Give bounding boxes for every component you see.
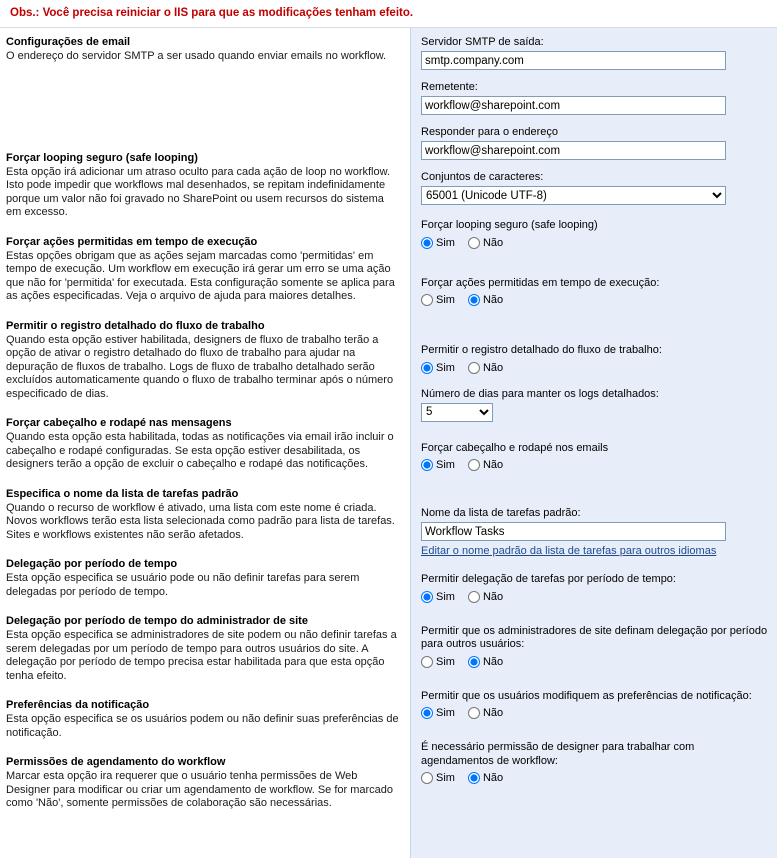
smtp-server-field — [421, 36, 769, 70]
safe-looping-radios — [421, 237, 769, 249]
allowed-actions-no-radio[interactable] — [468, 294, 480, 306]
section-title-email: Configurações de email — [6, 36, 131, 48]
notification-prefs-yes-label: Sim — [436, 707, 455, 719]
notification-prefs-yes-radio[interactable] — [421, 707, 433, 719]
allowed-actions-yes-label: Sim — [436, 294, 455, 306]
task-list-name-field — [421, 507, 769, 557]
verbose-logging-yes-radio[interactable] — [421, 362, 433, 374]
allowed-actions-no-option[interactable] — [468, 294, 503, 306]
admin-delegation-yes-option[interactable] — [421, 656, 455, 668]
admin-delegation-yes-radio[interactable] — [421, 656, 433, 668]
allowed-actions-yes-option[interactable] — [421, 294, 455, 306]
restart-iis-notice: Obs.: Você precisa reiniciar o IIS para que as modificações tenham efeito. — [0, 0, 777, 28]
reply-to-field — [421, 126, 769, 160]
safe-looping-no-label: Não — [482, 236, 504, 249]
section-desc-email: O endereço do servidor SMTP a ser usado quando enviar emails no workflow. — [6, 50, 387, 62]
delegation-label: Permitir delegação de tarefas por período de tempo: — [421, 573, 676, 585]
schedule-permissions-no-label: Não — [482, 772, 504, 784]
task-list-name-input[interactable] — [421, 522, 726, 541]
admin-delegation-label: Permitir que os administradores de site definam delegação por período para outros usuários: — [421, 624, 768, 650]
section-title-delegation: Delegação por período de tempo — [6, 558, 178, 570]
safe-looping-group — [421, 219, 769, 249]
schedule-permissions-radios — [421, 772, 769, 784]
delegation-no-radio[interactable] — [468, 591, 480, 603]
admin-delegation-group — [421, 625, 769, 668]
notification-prefs-radios — [421, 707, 769, 719]
verbose-logging-no-label: Não — [482, 361, 504, 374]
charset-field — [421, 171, 769, 205]
spacer — [6, 74, 400, 152]
allowed-actions-yes-radio[interactable] — [421, 294, 433, 306]
log-days-label: Número de dias para manter os logs detalhados: — [421, 387, 659, 400]
sender-input[interactable] — [421, 96, 726, 115]
section-title-admin-delegation: Delegação por período de tempo do administrador de site — [6, 615, 308, 627]
log-days-field — [421, 388, 769, 422]
section-title-task-list-name: Especifica o nome da lista de tarefas padrão — [6, 487, 239, 500]
delegation-no-label: Não — [482, 590, 504, 603]
delegation-yes-label: Sim — [436, 590, 455, 603]
sender-label: Remetente: — [421, 81, 478, 93]
section-title-schedule-permissions: Permissões de agendamento do workflow — [6, 756, 226, 768]
delegation-yes-radio[interactable] — [421, 591, 433, 603]
section-title-notification-prefs: Preferências da notificação — [6, 699, 150, 711]
descriptions-column — [0, 28, 410, 858]
admin-delegation-no-option[interactable] — [468, 656, 503, 668]
header-footer-no-option[interactable] — [468, 459, 503, 471]
schedule-permissions-yes-label: Sim — [436, 772, 455, 784]
notification-prefs-no-radio[interactable] — [468, 707, 480, 719]
safe-looping-yes-radio[interactable] — [421, 237, 433, 249]
schedule-permissions-group — [421, 741, 769, 784]
header-footer-radios — [421, 459, 769, 471]
admin-delegation-radios — [421, 656, 769, 668]
header-footer-no-label: Não — [482, 459, 504, 471]
safe-looping-yes-label: Sim — [436, 236, 455, 249]
delegation-no-option[interactable] — [468, 591, 503, 603]
delegation-yes-option[interactable] — [421, 591, 455, 603]
admin-delegation-no-label: Não — [482, 655, 504, 668]
charset-label: Conjuntos de caracteres: — [421, 171, 544, 183]
verbose-logging-yes-label: Sim — [436, 361, 455, 374]
charset-select[interactable] — [421, 186, 726, 205]
section-desc-safe-looping: Esta opção irá adicionar um atraso oculto para cada ação de loop no workflow. Isto pode impedir que workflows mal desenhados, se repitam indefinidamente porque um valor não foi gravado no SharePoint ou usem recursos do sistema em excesso. — [6, 165, 391, 218]
delegation-radios — [421, 591, 769, 603]
notification-prefs-yes-option[interactable] — [421, 707, 455, 719]
header-footer-yes-label: Sim — [436, 459, 455, 471]
schedule-permissions-yes-radio[interactable] — [421, 772, 433, 784]
section-desc-verbose-logging: Quando esta opção estiver habilitada, designers de fluxo de trabalho terão a opção de ativar o registro detalhado do fluxo de trabalho para ajudar na depuração de fluxos de trabalho. Logs de fluxo de trabalho detalhado serão excluídos automaticamente quando o fluxo de trabalho terminar após o número especificado de dias. — [6, 333, 394, 400]
section-title-allowed-actions: Forçar ações permitidas em tempo de execução — [6, 235, 258, 248]
admin-delegation-yes-label: Sim — [436, 655, 455, 668]
header-footer-group — [421, 442, 769, 472]
smtp-server-input[interactable] — [421, 51, 726, 70]
section-title-verbose-logging: Permitir o registro detalhado do fluxo de trabalho — [6, 319, 265, 332]
smtp-server-label: Servidor SMTP de saída: — [421, 36, 544, 48]
section-title-safe-looping: Forçar looping seguro (safe looping) — [6, 151, 198, 164]
schedule-permissions-yes-option[interactable] — [421, 772, 455, 784]
section-title-header-footer: Forçar cabeçalho e rodapé nas mensagens — [6, 417, 232, 429]
delegation-group — [421, 573, 769, 603]
notification-prefs-label: Permitir que os usuários modifiquem as preferências de notificação: — [421, 689, 752, 702]
notification-prefs-group — [421, 690, 769, 720]
section-desc-notification-prefs: Esta opção especifica se os usuários podem ou não definir suas preferências de notificação. — [6, 713, 399, 739]
safe-looping-yes-option[interactable] — [421, 237, 455, 249]
section-desc-header-footer: Quando esta opção esta habilitada, todas as notificações via email irão incluir o cabeçalho e rodapé configuradas. Se esta opção estiver desabilitada, os designers terão a opção de excluir o cabeçalho e rodapé das notificações. — [6, 431, 394, 470]
header-footer-label: Forçar cabeçalho e rodapé nos emails — [421, 441, 609, 454]
notification-prefs-no-label: Não — [482, 707, 504, 719]
allowed-actions-radios — [421, 294, 769, 306]
safe-looping-no-option[interactable] — [468, 237, 503, 249]
allowed-actions-no-label: Não — [482, 294, 504, 306]
reply-to-label: Responder para o endereço — [421, 126, 558, 138]
allowed-actions-group — [421, 277, 769, 307]
schedule-permissions-no-radio[interactable] — [468, 772, 480, 784]
schedule-permissions-no-option[interactable] — [468, 772, 503, 784]
header-footer-yes-radio[interactable] — [421, 459, 433, 471]
sender-field — [421, 81, 769, 115]
settings-content — [0, 28, 777, 858]
verbose-logging-radios — [421, 362, 769, 374]
safe-looping-label: Forçar looping seguro (safe looping) — [421, 219, 598, 231]
section-desc-schedule-permissions: Marcar esta opção ira requerer que o usuário tenha permissões de Web Designer para modificar ou criar um agendamento de workflow. Se for marcado como 'Não', somente permissões de colaboração são necessárias. — [6, 770, 394, 809]
header-footer-no-radio[interactable] — [468, 459, 480, 471]
header-footer-yes-option[interactable] — [421, 459, 455, 471]
allowed-actions-label: Forçar ações permitidas em tempo de execução: — [421, 276, 660, 289]
section-desc-admin-delegation: Esta opção especifica se administradores de site podem ou não definir tarefas a serem delegadas por um período de tempo para outros usuários do site. A delegação por período de tempo precisa estar habilitada para que esta opção tenha efeito. — [6, 629, 397, 682]
verbose-logging-no-radio[interactable] — [468, 362, 480, 374]
section-desc-task-list-name: Quando o recurso de workflow é ativado, uma lista com este nome é criada. Novos workflows terão esta lista selecionada como padrão para lista de tarefas. Sites e workflows existentes não serão afetados. — [6, 501, 395, 541]
verbose-logging-group — [421, 344, 769, 374]
reply-to-input[interactable] — [421, 141, 726, 160]
admin-delegation-no-radio[interactable] — [468, 656, 480, 668]
schedule-permissions-label: É necessário permissão de designer para trabalhar com agendamentos de workflow: — [421, 741, 695, 767]
notification-prefs-no-option[interactable] — [468, 707, 503, 719]
verbose-logging-yes-option[interactable] — [421, 362, 455, 374]
settings-form-column — [410, 28, 777, 858]
section-desc-allowed-actions: Estas opções obrigam que as ações sejam marcadas como 'permitidas' em tempo de execução. Um workflow em execução irá gerar um erro se uma ação que não for 'permitida' for executada. Esta configuração somente se aplica para as ações especificadas. Veja o arquivo de ajuda para maiores detalhes. — [6, 249, 395, 302]
task-list-name-label: Nome da lista de tarefas padrão: — [421, 507, 581, 519]
edit-task-list-name-link[interactable]: Editar o nome padrão da lista de tarefas para outros idiomas — [421, 545, 717, 557]
verbose-logging-label: Permitir o registro detalhado do fluxo de trabalho: — [421, 344, 662, 356]
verbose-logging-no-option[interactable] — [468, 362, 503, 374]
safe-looping-no-radio[interactable] — [468, 237, 480, 249]
log-days-select[interactable] — [421, 403, 493, 422]
section-desc-delegation: Esta opção especifica se usuário pode ou não definir tarefas para serem delegadas por período de tempo. — [6, 572, 360, 598]
